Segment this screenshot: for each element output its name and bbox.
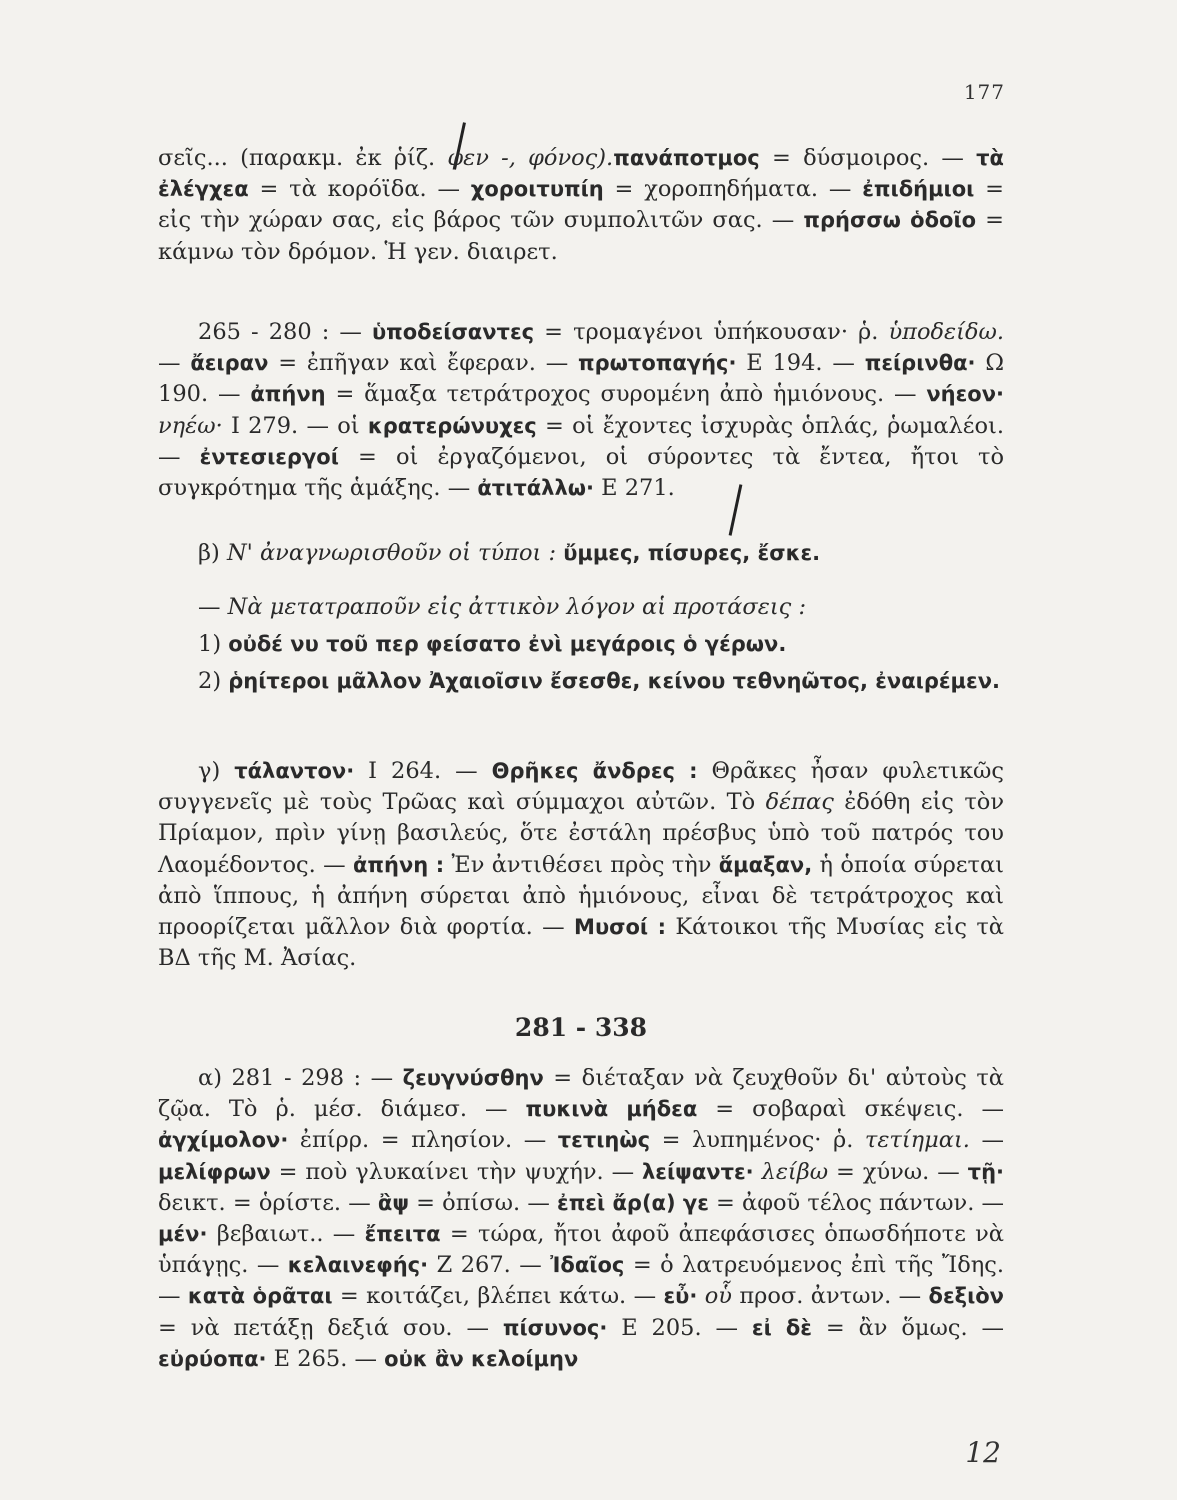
headword: ἅμαξαν, [718,852,813,877]
text: = ποὺ γλυκαίνει τὴν ψυχήν. — [270,1158,643,1185]
headword: μέν· [158,1222,208,1247]
text: — [198,594,228,620]
paragraph [158,1063,1004,1375]
text: 1) [198,631,229,658]
headword: πείρινθα· [864,351,976,376]
text: ὑποδείδω. [888,319,1004,345]
list-item [158,666,1004,697]
headword: πίσυνος· [502,1315,608,1340]
text: = οἱ ἔχοντες ἰσχυρὰς ὁπλάς, ῥωμαλέοι. — [158,412,1004,470]
headword: ὑποδείσαντες [371,320,535,344]
text: = τώρα, ἤτοι ἀφοῦ ἀπεφάσισες ὁπωσδήποτε νὰ ὑπάγῃς. — [158,1221,1005,1279]
paragraph [158,538,1004,569]
text: = σοβαραὶ σκέψεις. — [697,1096,1004,1123]
headword: τάλαντον· [234,759,355,783]
text: = ὁ λατρευόμενος ἐπὶ τῆς Ἴδης. — [158,1252,1004,1310]
headword: πανάποτμος [613,146,760,170]
signature-mark: 12 [965,1436,1001,1469]
headword: πρήσσω ὁδοῖο [803,208,977,233]
paragraph [158,143,1004,268]
headword: πρωτοπαγής· [578,351,737,376]
text: = λυπημένος· ῥ. [650,1127,865,1154]
text: Ε 194. — [736,350,865,377]
headword: Θρῆκες ἄνδρες : [491,759,698,783]
text: βεβαιωτ.. — [207,1221,365,1248]
headword: οὐκ ἂν κελοίμην [384,1346,579,1371]
headword: ἄειραν [190,351,269,376]
headword: ἔπειτα [364,1222,441,1247]
text: = ἂν ὅμως. — [811,1314,1004,1341]
text: Νὰ μετατραποῦν εἰς ἀττικὸν λόγον αἱ προτάσεις : [227,594,807,620]
text: φεν -, φόνος). [447,145,614,171]
text: λείβω [753,1158,829,1185]
headword: εὐρύοπα· [158,1346,267,1371]
text: Ω 190. — [158,350,1005,408]
paragraph [158,317,1004,504]
text: Ι 264. — [354,758,492,784]
text: = χύνω. — [828,1158,968,1185]
text: σεῖς... (παρακμ. ἐκ ῥίζ. [158,145,448,171]
text: = ἀφοῦ τέλος πάντων. — [708,1189,1004,1216]
text: = τρομαγένοι ὑπήκουσαν· ῥ. [534,319,889,345]
headword: ζευγνύσθην [402,1066,544,1090]
text: Ν' ἀναγνωρισθοῦν οἱ τύποι : [226,540,564,566]
commentary-block-2 [158,317,1004,504]
headword: χοροιτυπίη [470,177,604,202]
headword: κατὰ ὁρᾶται [187,1284,333,1309]
text: δέπας [765,789,834,816]
text: Ε 265. — [266,1345,385,1372]
paragraph [158,756,1004,974]
headword: εὖ· [663,1284,698,1309]
section-title: 281 - 338 [514,1013,648,1042]
headword: ῥηίτεροι μᾶλλον Ἀχαιοῖσιν ἔσεσθε, κείνου τεθνηῶτος, ἐναιρέμεν. [228,669,1000,694]
text: τετίημαι. [864,1127,970,1154]
headword: ἀγχίμολον· [158,1128,289,1153]
text: νηέω· [158,412,223,439]
text: ἐπίρρ. = πλησίον. — [288,1127,558,1154]
text: = τὰ κορόϊδα. — [248,176,471,203]
paragraph [158,592,1004,623]
headword: τετιηὼς [557,1128,651,1153]
headword: ἐντεσιεργοί [199,444,339,469]
text: γ) [198,758,235,784]
text: Ζ 267. — [428,1252,551,1279]
text: ἡ ὁποία σύρεται ἀπὸ ἵππους, ἡ ἀπήνη σύρεται ἀπὸ ἡμιόνους, εἶναι δὲ τετράτροχος καὶ προορίζεται μᾶλλον διὰ φορτία. — [158,851,1005,941]
headword: δεξιὸν [928,1284,1004,1309]
text: δεικτ. = ὁρίστε. — [158,1189,378,1216]
headword: ἀτιτάλλω· [477,476,594,501]
text: = διέταξαν νὰ ζευχθοῦν δι' αὐτοὺς τὰ ζῷα. Τὸ ῥ. μέσ. διάμεσ. — [158,1065,1004,1123]
text: = νὰ πετάξῃ δεξιά σου. — [158,1314,503,1341]
section-header [158,1012,1004,1043]
exercise-instructions [158,592,1004,698]
text: = κάμνω τὸν δρόμον. Ἡ γεν. διαιρετ. [158,207,1004,265]
headword: τὰ ἐλέγχεα [158,146,1004,202]
text: Θρᾶκες ἦσαν φυλετικῶς συγγενεῖς μὲ τοὺς Τρῶας καὶ σύμμαχοι αὐτῶν. Τὸ [158,758,1004,816]
page-number: 177 [963,80,1005,104]
headword: νήεον· [926,382,1005,407]
headword: ἐπεὶ ἄρ(α) γε [557,1190,709,1215]
text: = ἐπῆγαν καὶ ἔφεραν. — [268,350,579,377]
text: Κάτοικοι τῆς Μυσίας εἰς τὰ ΒΔ τῆς Μ. Ἀσίας. [158,914,1005,972]
commentary-block-4 [158,1063,1004,1375]
list-item [158,629,1004,660]
text: = δύσμοιρος. — [759,145,977,171]
text: 265 - 280 : — [198,319,372,345]
text: Ε 271. [594,475,675,502]
text: β) [198,540,227,566]
headword: οὐδέ νυ τοῦ περ φείσατο ἐνὶ μεγάροις ὁ γέρων. [228,632,787,657]
exercise-b [158,538,1004,569]
headword: κελαινεφής· [287,1253,429,1278]
headword: πυκινὰ μήδεα [525,1097,698,1122]
text: — [969,1127,1004,1154]
headword: μελίφρων [158,1159,271,1184]
text: οὗ [697,1283,732,1310]
commentary-block-1 [158,143,1004,268]
text: Ε 205. — [607,1314,752,1341]
text: Ι 279. — οἱ [222,412,368,439]
text: 2) [198,668,229,695]
headword: ἀπήνη : [353,852,445,877]
text: προσ. ἀντων. — [731,1283,929,1310]
headword: εἰ δὲ [751,1315,812,1340]
headword: Μυσοί : [574,915,667,940]
text: = ἅμαξα τετράτροχος συρομένη ἀπὸ ἡμιόνους. — [325,381,927,408]
text: ἐδόθη εἰς τὸν Πρίαμον, πρὶν γίνῃ βασιλεύς, ὅτε ἐστάλη πρέσβυς ὑπὸ τοῦ πατρός του Λαομέδοντος. — [158,789,1004,878]
headword: Ἰδαῖος [550,1253,625,1278]
text: = εἰς τὴν χώραν σας, εἰς βάρος τῶν συμπολιτῶν σας. — [158,176,1004,234]
headword: ἂψ [377,1190,409,1215]
text: — [158,350,191,377]
text: Ἐν ἀντιθέσει πρὸς τὴν [444,851,719,878]
headword: ἐπιδήμιοι [862,177,975,202]
text: = χοροπηδήματα. — [603,176,863,203]
text: α) 281 - 298 : — [198,1065,403,1091]
text: = ὀπίσω. — [409,1189,557,1216]
headword: κρατερώνυχες [367,413,537,438]
text: = οἱ ἐργαζόμενοι, οἱ σύροντες τὰ ἔντεα, ἤτοι τὸ συγκρότημα τῆς ἁμάξης. — [158,443,1004,502]
commentary-block-3 [158,756,1004,974]
headword: λείψαντε· [642,1159,754,1184]
headword: ὔμμες, πίσυρες, ἔσκε. [563,541,821,565]
headword: ἀπήνη [250,382,326,407]
text: = κοιτάζει, βλέπει κάτω. — [332,1283,664,1310]
headword: τῇ· [967,1159,1005,1184]
